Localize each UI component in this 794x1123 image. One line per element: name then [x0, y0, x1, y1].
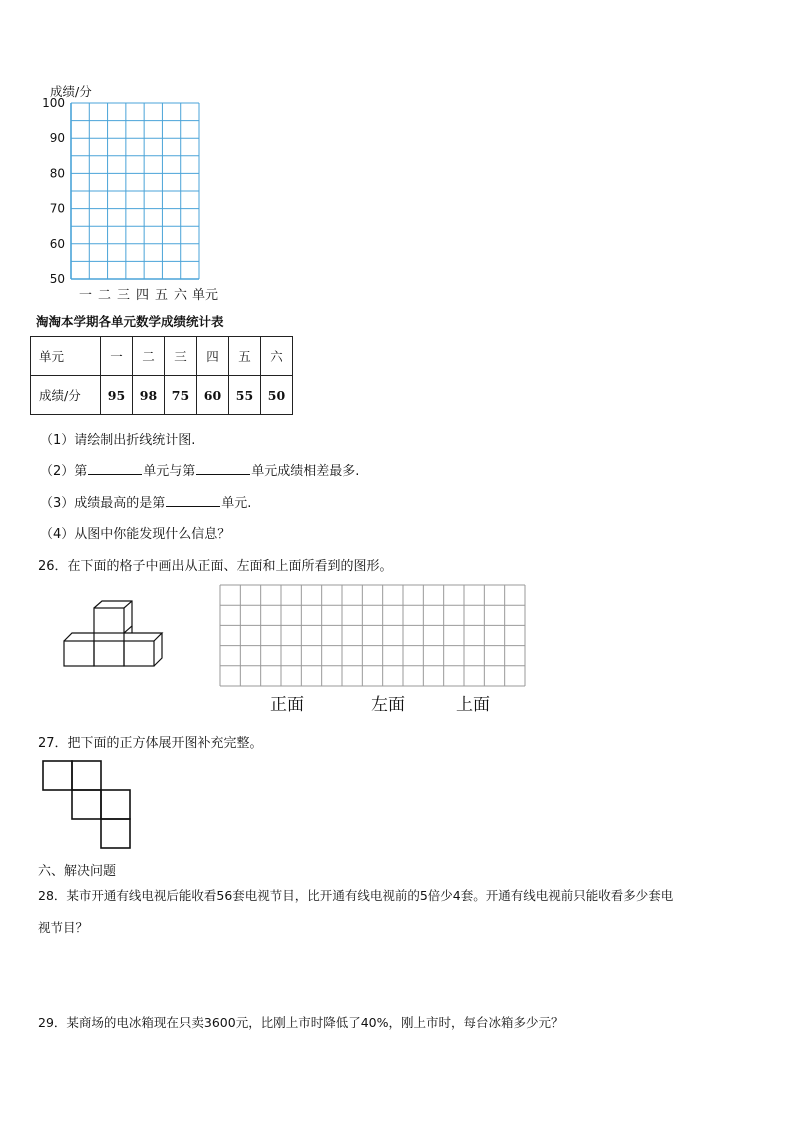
table-cell: 三	[165, 337, 197, 376]
table-cell: 55	[229, 376, 261, 415]
table-cell: 二	[133, 337, 165, 376]
table-header-score: 成绩/分	[31, 376, 101, 415]
q25-sub2-part-b: 单元与第	[143, 464, 196, 479]
score-table	[30, 336, 293, 415]
table-title: 淘淘本学期各单元数学成绩统计表	[36, 314, 224, 329]
x-label-2: 二	[97, 288, 111, 303]
net-square	[101, 790, 130, 819]
q28-line2: 视节目？	[38, 920, 89, 935]
y-tick-label: 70	[49, 201, 65, 216]
y-tick-labels	[42, 96, 65, 286]
y-tick-label: 50	[49, 272, 65, 286]
view-label-top: 上面	[456, 695, 490, 715]
x-label-5: 五	[154, 288, 168, 303]
q25-sub1: （1）请绘制出折线统计图.	[40, 433, 196, 448]
table-cell: 五	[229, 337, 261, 376]
table-header-unit: 单元	[31, 337, 101, 376]
answer-blank[interactable]	[166, 495, 220, 507]
x-label-6: 六	[173, 288, 187, 303]
cube-stack-figure	[60, 600, 170, 670]
y-tick-label: 100	[42, 96, 65, 110]
table-cell: 四	[197, 337, 229, 376]
table-cell: 98	[133, 376, 165, 415]
q25-sub3	[40, 492, 251, 511]
net-square	[72, 790, 101, 819]
x-label-4: 四	[135, 288, 149, 303]
y-tick-label: 90	[49, 131, 65, 146]
view-label-left: 左面	[371, 695, 405, 715]
net-square	[72, 761, 101, 790]
q28-line1: 28．某市开通有线电视后能收看56套电视节目，比开通有线电视前的5倍少4套。开通有线电视前只能收看多少套电	[38, 888, 674, 903]
q25-sub2-part-a: （2）第	[40, 464, 88, 479]
x-axis-labels	[76, 284, 218, 303]
table-cell: 六	[261, 337, 293, 376]
cube-net-figure	[40, 758, 135, 856]
table-cell: 75	[165, 376, 197, 415]
net-square	[101, 819, 130, 848]
x-label-1: 一	[78, 288, 92, 303]
y-tick-label: 60	[49, 236, 65, 251]
net-square	[43, 761, 72, 790]
x-axis-label: 单元	[192, 288, 219, 303]
view-label-front: 正面	[270, 695, 304, 715]
table-row	[31, 376, 293, 415]
table-cell: 50	[261, 376, 293, 415]
q29-text: 29．某商场的电冰箱现在只卖3600元，比刚上市时降低了40%，刚上市时，每台冰箱多少元？	[38, 1015, 564, 1030]
q27-text: 27．把下面的正方体展开图补充完整。	[38, 736, 263, 751]
table-row	[31, 337, 293, 376]
answer-blank[interactable]	[196, 463, 250, 475]
cube-bottom-2	[94, 641, 124, 666]
q25-sub3-part-b: 单元.	[221, 496, 252, 511]
cube-top-front	[94, 608, 124, 633]
q25-sub2	[40, 460, 359, 479]
score-grid-chart	[0, 0, 260, 310]
table-cell: 60	[197, 376, 229, 415]
q25-sub2-part-c: 单元成绩相差最多.	[251, 464, 360, 479]
q25-sub4: （4）从图中你能发现什么信息？	[40, 527, 231, 542]
q25-sub3-part-a: （3）成绩最高的是第	[40, 496, 166, 511]
answer-blank[interactable]	[88, 463, 142, 475]
q26-text: 26．在下面的格子中画出从正面、左面和上面所看到的图形。	[38, 559, 393, 574]
x-label-3: 三	[116, 288, 130, 303]
table-cell: 一	[101, 337, 133, 376]
section-title: 六、解决问题	[38, 864, 117, 879]
drawing-grid[interactable]	[219, 584, 527, 688]
chart-grid	[71, 103, 199, 279]
cube-bottom-3	[124, 641, 154, 666]
cube-bottom-1	[64, 641, 94, 666]
y-axis-label: 成绩/分	[50, 84, 92, 99]
y-tick-label: 80	[49, 166, 65, 181]
table-cell: 95	[101, 376, 133, 415]
